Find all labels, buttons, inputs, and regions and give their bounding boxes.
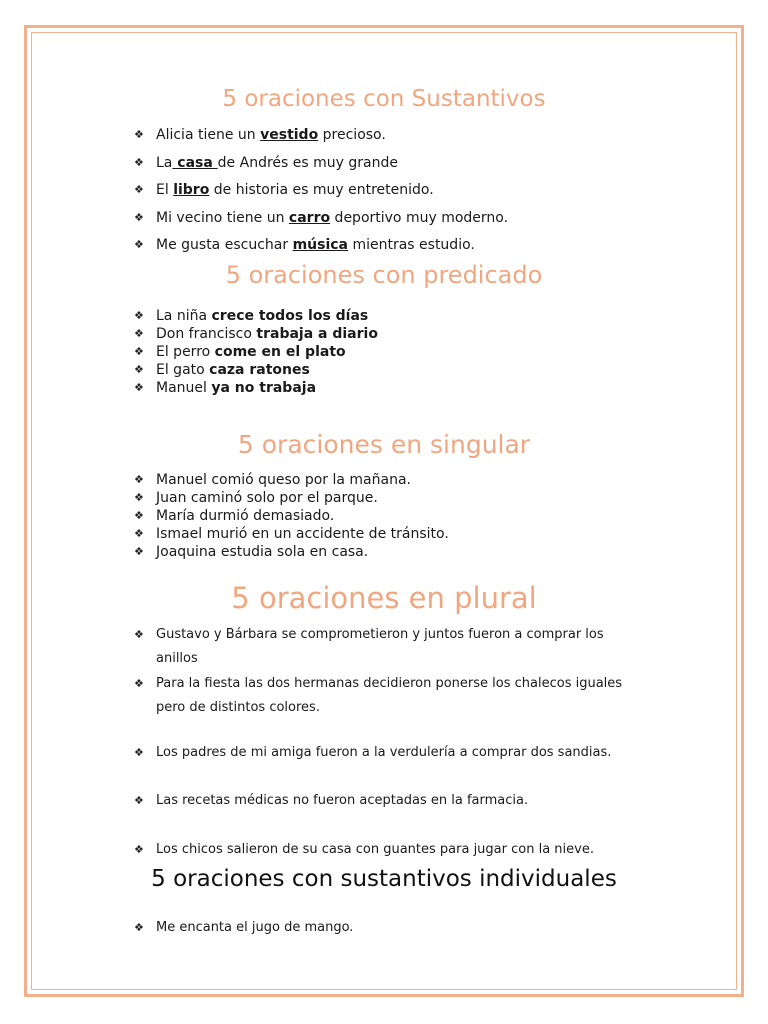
list-item: ❖ El perro come en el plato [134, 344, 346, 360]
diamond-bullet-icon: ❖ [134, 794, 144, 807]
list-item: ❖ Ismael murió en un accidente de tránsito. [134, 526, 449, 542]
diamond-bullet-icon: ❖ [134, 345, 144, 358]
list-item: ❖ Alicia tiene un vestido precioso. [134, 127, 386, 143]
diamond-bullet-icon: ❖ [134, 527, 144, 540]
list-item: ❖ La casa de Andrés es muy grande [134, 154, 398, 171]
list-item: ❖ Me gusta escuchar música mientras estudio. [134, 237, 475, 253]
list-item: ❖ Joaquina estudia sola en casa. [134, 544, 369, 560]
list-item: ❖ Manuel comió queso por la mañana. [134, 472, 411, 488]
diamond-bullet-icon: ❖ [134, 491, 144, 504]
list-item: ❖ Manuel ya no trabaja [134, 380, 317, 396]
diamond-bullet-icon: ❖ [134, 843, 144, 856]
heading-plural: 5 oraciones en plural [231, 581, 537, 615]
list-item: ❖ Las recetas médicas no fueron aceptadas en la farmacia. [134, 789, 644, 838]
list-item: ❖ La niña crece todos los días [134, 308, 369, 324]
diamond-bullet-icon: ❖ [134, 128, 144, 141]
list-item: ❖ Mi vecino tiene un carro deportivo muy moderno. [134, 209, 509, 226]
heading-singular: 5 oraciones en singular [237, 430, 531, 459]
diamond-bullet-icon: ❖ [134, 309, 144, 322]
diamond-bullet-icon: ❖ [134, 327, 144, 340]
list-predicado [134, 307, 694, 397]
list-item: ❖ El libro de historia es muy entretenido. [134, 182, 434, 198]
diamond-bullet-icon: ❖ [134, 677, 144, 690]
diamond-bullet-icon: ❖ [134, 381, 144, 394]
list-item: ❖ Los padres de mi amiga fueron a la verdulería a comprar dos sandias. [134, 741, 644, 789]
diamond-bullet-icon: ❖ [134, 509, 144, 522]
diamond-bullet-icon: ❖ [134, 363, 144, 376]
list-item: ❖ María durmió demasiado. [134, 508, 335, 524]
list-item: ❖ Para la fiesta las dos hermanas decidieron ponerse los chalecos iguales pero de distintos colores. [134, 672, 644, 741]
diamond-bullet-icon: ❖ [134, 210, 144, 224]
heading-individuales: 5 oraciones con sustantivos individuales [151, 866, 617, 892]
heading-predicado: 5 oraciones con predicado [225, 261, 543, 289]
list-item: ❖ El gato caza ratones [134, 362, 310, 378]
list-plural [134, 623, 644, 862]
diamond-bullet-icon: ❖ [134, 545, 144, 558]
list-item: ❖ Los chicos salieron de su casa con guantes para jugar con la nieve. [134, 838, 644, 862]
diamond-bullet-icon: ❖ [134, 238, 144, 251]
diamond-bullet-icon: ❖ [134, 921, 144, 934]
list-item: ❖ Juan caminó solo por el parque. [134, 490, 378, 506]
diamond-bullet-icon: ❖ [134, 155, 144, 169]
diamond-bullet-icon: ❖ [134, 746, 144, 759]
list-individuales [134, 919, 694, 937]
list-item: ❖ Me encanta el jugo de mango. [134, 920, 354, 935]
diamond-bullet-icon: ❖ [134, 473, 144, 486]
diamond-bullet-icon: ❖ [134, 628, 144, 641]
list-item: ❖ Don francisco trabaja a diario [134, 326, 378, 342]
heading-sustantivos: 5 oraciones con Sustantivos [222, 86, 546, 112]
diamond-bullet-icon: ❖ [134, 183, 144, 196]
list-sustantivos [134, 126, 694, 264]
list-singular [134, 471, 694, 561]
list-item: ❖ Gustavo y Bárbara se comprometieron y juntos fueron a comprar los anillos [134, 623, 644, 672]
